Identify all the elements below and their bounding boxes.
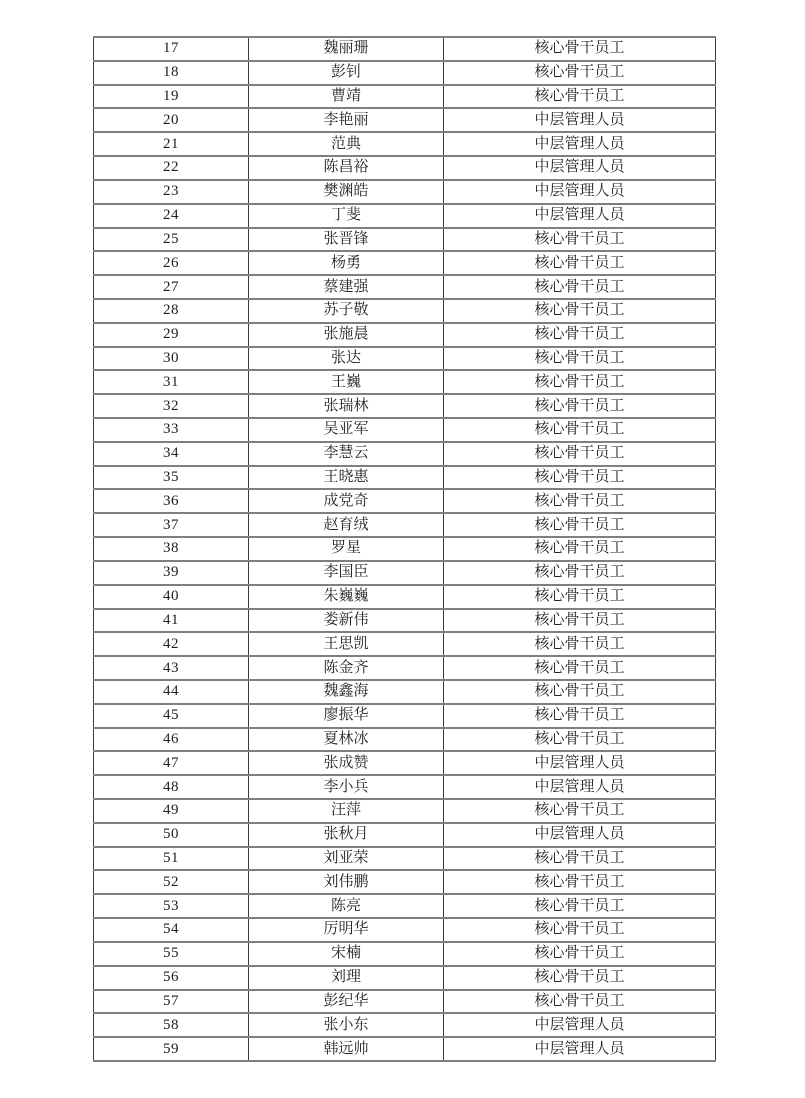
employee-category-cell: 核心骨干员工 xyxy=(444,561,716,585)
row-number-cell: 36 xyxy=(94,489,249,513)
employee-category-cell: 核心骨干员工 xyxy=(444,990,716,1014)
employee-name-cell: 刘伟鹏 xyxy=(249,870,444,894)
row-number-cell: 56 xyxy=(94,966,249,990)
employee-category-cell: 核心骨干员工 xyxy=(444,704,716,728)
row-number-cell: 42 xyxy=(94,632,249,656)
row-number-cell: 48 xyxy=(94,775,249,799)
row-number-cell: 28 xyxy=(94,299,249,323)
table-row xyxy=(94,585,716,609)
row-number-cell: 26 xyxy=(94,251,249,275)
employee-roster-table xyxy=(93,36,716,1062)
employee-category-cell: 核心骨干员工 xyxy=(444,37,716,61)
employee-name-cell: 陈金齐 xyxy=(249,656,444,680)
employee-category-cell: 核心骨干员工 xyxy=(444,609,716,633)
row-number-cell: 18 xyxy=(94,61,249,85)
row-number-cell: 46 xyxy=(94,728,249,752)
row-number-cell: 54 xyxy=(94,918,249,942)
row-number-cell: 49 xyxy=(94,799,249,823)
employee-category-cell: 核心骨干员工 xyxy=(444,513,716,537)
employee-category-cell: 中层管理人员 xyxy=(444,775,716,799)
employee-name-cell: 蔡建强 xyxy=(249,275,444,299)
row-number-cell: 24 xyxy=(94,204,249,228)
table-row xyxy=(94,942,716,966)
employee-name-cell: 罗星 xyxy=(249,537,444,561)
table-row xyxy=(94,347,716,371)
employee-name-cell: 朱巍巍 xyxy=(249,585,444,609)
row-number-cell: 37 xyxy=(94,513,249,537)
employee-name-cell: 张小东 xyxy=(249,1013,444,1037)
employee-name-cell: 樊渊皓 xyxy=(249,180,444,204)
table-row xyxy=(94,537,716,561)
table-row xyxy=(94,513,716,537)
row-number-cell: 35 xyxy=(94,466,249,490)
employee-category-cell: 核心骨干员工 xyxy=(444,347,716,371)
row-number-cell: 27 xyxy=(94,275,249,299)
employee-category-cell: 中层管理人员 xyxy=(444,132,716,156)
employee-category-cell: 核心骨干员工 xyxy=(444,370,716,394)
employee-category-cell: 中层管理人员 xyxy=(444,823,716,847)
employee-category-cell: 核心骨干员工 xyxy=(444,275,716,299)
employee-name-cell: 娄新伟 xyxy=(249,609,444,633)
row-number-cell: 57 xyxy=(94,990,249,1014)
employee-category-cell: 核心骨干员工 xyxy=(444,799,716,823)
table-row xyxy=(94,85,716,109)
row-number-cell: 41 xyxy=(94,609,249,633)
row-number-cell: 31 xyxy=(94,370,249,394)
employee-category-cell: 中层管理人员 xyxy=(444,204,716,228)
table-row xyxy=(94,894,716,918)
row-number-cell: 59 xyxy=(94,1037,249,1061)
row-number-cell: 38 xyxy=(94,537,249,561)
row-number-cell: 34 xyxy=(94,442,249,466)
row-number-cell: 30 xyxy=(94,347,249,371)
employee-name-cell: 刘亚荣 xyxy=(249,847,444,871)
employee-name-cell: 杨勇 xyxy=(249,251,444,275)
table-row xyxy=(94,609,716,633)
employee-name-cell: 魏鑫海 xyxy=(249,680,444,704)
employee-name-cell: 彭钊 xyxy=(249,61,444,85)
table-row xyxy=(94,918,716,942)
employee-name-cell: 李艳丽 xyxy=(249,108,444,132)
row-number-cell: 50 xyxy=(94,823,249,847)
row-number-cell: 25 xyxy=(94,228,249,252)
row-number-cell: 53 xyxy=(94,894,249,918)
employee-category-cell: 核心骨干员工 xyxy=(444,870,716,894)
employee-category-cell: 核心骨干员工 xyxy=(444,585,716,609)
employee-category-cell: 核心骨干员工 xyxy=(444,537,716,561)
employee-category-cell: 核心骨干员工 xyxy=(444,442,716,466)
employee-name-cell: 刘理 xyxy=(249,966,444,990)
row-number-cell: 43 xyxy=(94,656,249,680)
table-row xyxy=(94,61,716,85)
employee-category-cell: 核心骨干员工 xyxy=(444,228,716,252)
row-number-cell: 44 xyxy=(94,680,249,704)
employee-name-cell: 李慧云 xyxy=(249,442,444,466)
table-row xyxy=(94,990,716,1014)
employee-category-cell: 中层管理人员 xyxy=(444,1037,716,1061)
employee-name-cell: 韩远帅 xyxy=(249,1037,444,1061)
employee-name-cell: 夏林冰 xyxy=(249,728,444,752)
table-row xyxy=(94,108,716,132)
table-row xyxy=(94,156,716,180)
employee-name-cell: 李国臣 xyxy=(249,561,444,585)
employee-name-cell: 苏子敬 xyxy=(249,299,444,323)
employee-category-cell: 核心骨干员工 xyxy=(444,299,716,323)
table-row xyxy=(94,966,716,990)
employee-name-cell: 张瑞林 xyxy=(249,394,444,418)
table-row xyxy=(94,704,716,728)
table-row xyxy=(94,561,716,585)
table-row xyxy=(94,394,716,418)
employee-category-cell: 核心骨干员工 xyxy=(444,728,716,752)
employee-category-cell: 中层管理人员 xyxy=(444,1013,716,1037)
employee-category-cell: 核心骨干员工 xyxy=(444,489,716,513)
table-row xyxy=(94,870,716,894)
employee-category-cell: 中层管理人员 xyxy=(444,180,716,204)
employee-name-cell: 赵育绒 xyxy=(249,513,444,537)
table-row xyxy=(94,680,716,704)
employee-category-cell: 核心骨干员工 xyxy=(444,656,716,680)
table-row xyxy=(94,323,716,347)
employee-category-cell: 中层管理人员 xyxy=(444,156,716,180)
table-row xyxy=(94,799,716,823)
row-number-cell: 17 xyxy=(94,37,249,61)
table-row xyxy=(94,228,716,252)
employee-name-cell: 吴亚军 xyxy=(249,418,444,442)
employee-name-cell: 王巍 xyxy=(249,370,444,394)
table-row xyxy=(94,489,716,513)
employee-name-cell: 陈亮 xyxy=(249,894,444,918)
employee-category-cell: 核心骨干员工 xyxy=(444,942,716,966)
table-row xyxy=(94,728,716,752)
row-number-cell: 55 xyxy=(94,942,249,966)
row-number-cell: 39 xyxy=(94,561,249,585)
employee-category-cell: 核心骨干员工 xyxy=(444,966,716,990)
employee-name-cell: 张秋月 xyxy=(249,823,444,847)
table-row xyxy=(94,656,716,680)
employee-name-cell: 张达 xyxy=(249,347,444,371)
table-row xyxy=(94,1037,716,1061)
employee-name-cell: 陈昌裕 xyxy=(249,156,444,180)
row-number-cell: 45 xyxy=(94,704,249,728)
employee-name-cell: 范典 xyxy=(249,132,444,156)
table-row xyxy=(94,632,716,656)
employee-category-cell: 核心骨干员工 xyxy=(444,61,716,85)
table-row xyxy=(94,37,716,61)
employee-name-cell: 王思凯 xyxy=(249,632,444,656)
employee-name-cell: 成党奇 xyxy=(249,489,444,513)
employee-category-cell: 核心骨干员工 xyxy=(444,632,716,656)
employee-roster-body xyxy=(94,37,716,1061)
employee-name-cell: 魏丽珊 xyxy=(249,37,444,61)
row-number-cell: 29 xyxy=(94,323,249,347)
row-number-cell: 58 xyxy=(94,1013,249,1037)
employee-category-cell: 核心骨干员工 xyxy=(444,894,716,918)
employee-category-cell: 中层管理人员 xyxy=(444,751,716,775)
employee-name-cell: 王晓惠 xyxy=(249,466,444,490)
row-number-cell: 23 xyxy=(94,180,249,204)
employee-name-cell: 汪萍 xyxy=(249,799,444,823)
employee-category-cell: 中层管理人员 xyxy=(444,108,716,132)
row-number-cell: 19 xyxy=(94,85,249,109)
table-row xyxy=(94,442,716,466)
row-number-cell: 22 xyxy=(94,156,249,180)
employee-name-cell: 曹靖 xyxy=(249,85,444,109)
row-number-cell: 20 xyxy=(94,108,249,132)
employee-category-cell: 核心骨干员工 xyxy=(444,418,716,442)
employee-name-cell: 张晋锋 xyxy=(249,228,444,252)
employee-name-cell: 李小兵 xyxy=(249,775,444,799)
row-number-cell: 33 xyxy=(94,418,249,442)
table-row xyxy=(94,775,716,799)
row-number-cell: 40 xyxy=(94,585,249,609)
employee-category-cell: 核心骨干员工 xyxy=(444,680,716,704)
employee-name-cell: 彭纪华 xyxy=(249,990,444,1014)
row-number-cell: 32 xyxy=(94,394,249,418)
table-row xyxy=(94,823,716,847)
table-row xyxy=(94,132,716,156)
row-number-cell: 51 xyxy=(94,847,249,871)
employee-category-cell: 核心骨干员工 xyxy=(444,394,716,418)
table-row xyxy=(94,275,716,299)
table-row xyxy=(94,370,716,394)
table-row xyxy=(94,466,716,490)
row-number-cell: 21 xyxy=(94,132,249,156)
table-row xyxy=(94,418,716,442)
employee-name-cell: 厉明华 xyxy=(249,918,444,942)
table-row xyxy=(94,204,716,228)
employee-name-cell: 张成赞 xyxy=(249,751,444,775)
row-number-cell: 47 xyxy=(94,751,249,775)
table-row xyxy=(94,251,716,275)
employee-name-cell: 宋楠 xyxy=(249,942,444,966)
employee-category-cell: 核心骨干员工 xyxy=(444,323,716,347)
table-row xyxy=(94,751,716,775)
table-row xyxy=(94,847,716,871)
employee-name-cell: 廖振华 xyxy=(249,704,444,728)
employee-category-cell: 核心骨干员工 xyxy=(444,847,716,871)
employee-category-cell: 核心骨干员工 xyxy=(444,251,716,275)
employee-category-cell: 核心骨干员工 xyxy=(444,466,716,490)
table-row xyxy=(94,180,716,204)
table-row xyxy=(94,1013,716,1037)
employee-category-cell: 核心骨干员工 xyxy=(444,918,716,942)
employee-name-cell: 张施晨 xyxy=(249,323,444,347)
employee-name-cell: 丁斐 xyxy=(249,204,444,228)
employee-category-cell: 核心骨干员工 xyxy=(444,85,716,109)
table-row xyxy=(94,299,716,323)
row-number-cell: 52 xyxy=(94,870,249,894)
